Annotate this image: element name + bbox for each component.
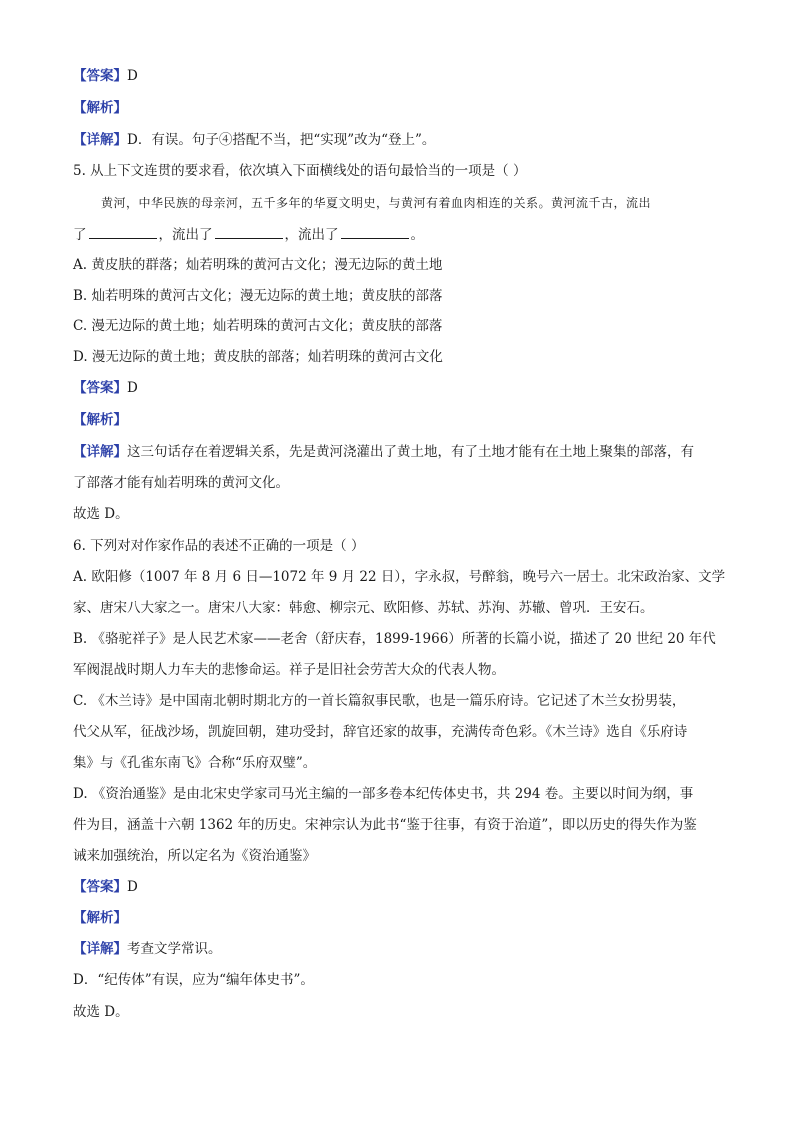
q5-answer-line: [73, 378, 138, 398]
detail-tag: 【详解】: [73, 444, 127, 460]
q6-option-line: 件为目，涵盖十六朝 1362 年的历史。宋神宗认为此书“鉴于往事，有资于治道”，即以历史的得失作为鉴: [73, 817, 697, 833]
detail-text: D．有误。句子④搭配不当，把“实现”改为“登上”。: [127, 132, 436, 148]
q5-option-d: D. 漫无边际的黄土地；黄皮肤的部落；灿若明珠的黄河古文化: [73, 349, 443, 365]
q6-analysis-line: [73, 908, 127, 928]
q6-option-line: A. 欧阳修（1007 年 8 月 6 日—1072 年 9 月 22 日），字永叔，号醉翁，晚号六一居士。北宋政治家、文学: [73, 569, 726, 585]
answer-value: D: [127, 380, 138, 396]
q5-passage-line1: 黄河，中华民族的母亲河，五千多年的华夏文明史，与黄河有着血肉相连的关系。黄河流千古，流出: [101, 196, 652, 210]
answer-tag: 【答案】: [73, 879, 127, 895]
q5-analysis-line: [73, 410, 127, 430]
analysis-tag: 【解析】: [73, 412, 127, 428]
q6-option-line: C. 《木兰诗》是中国南北朝时期北方的一首长篇叙事民歌，也是一篇乐府诗。它记述了木兰女扮男装，: [73, 693, 686, 709]
q6-conclusion: 故选 D。: [73, 1004, 129, 1020]
answer-value: D: [127, 68, 138, 84]
detail-tag: 【详解】: [73, 132, 127, 148]
q5-detail-line2: 了部落才能有灿若明珠的黄河文化。: [73, 475, 289, 491]
q5-detail-line1: [73, 442, 694, 462]
q6-option-line: 代父从军，征战沙场，凯旋回朝，建功受封，辞官还家的故事，充满传奇色彩。《木兰诗》选自《乐府诗: [73, 724, 688, 740]
passage-seg: 了: [73, 227, 87, 243]
answer-tag: 【答案】: [73, 380, 127, 396]
passage-seg: 。: [410, 227, 424, 243]
passage-seg: ，流出了: [284, 227, 339, 243]
answer-value: D: [127, 879, 138, 895]
passage-seg: ，流出了: [158, 227, 213, 243]
q6-option-line: B. 《骆驼祥子》是人民艺术家——老舍（舒庆春，1899-1966）所著的长篇小说，描述了 20 世纪 20 年代: [73, 631, 716, 647]
analysis-tag: 【解析】: [73, 910, 127, 926]
q4-analysis-line: [73, 98, 127, 118]
q5-option-a: A. 黄皮肤的群落；灿若明珠的黄河古文化；漫无边际的黄土地: [73, 257, 443, 273]
q4-detail-line: [73, 130, 435, 150]
analysis-tag: 【解析】: [73, 100, 127, 116]
q6-answer-line: [73, 877, 138, 897]
answer-tag: 【答案】: [73, 68, 127, 84]
q5-stem: 5. 从上下文连贯的要求看，依次填入下面横线处的语句最恰当的一项是（ ）: [73, 163, 527, 179]
q6-option-line: 军阀混战时期人力车夫的悲惨命运。祥子是旧社会劳苦大众的代表人物。: [73, 662, 505, 678]
q6-option-line: 诫来加强统治，所以定名为《资治通鉴》: [73, 848, 316, 864]
fill-blank-1[interactable]: [89, 224, 157, 239]
q5-option-c: C. 漫无边际的黄土地；灿若明珠的黄河古文化；黄皮肤的部落: [73, 318, 443, 334]
detail-text: 这三句话存在着逻辑关系，先是黄河浇灌出了黄土地，有了土地才能有在土地上聚集的部落，有: [127, 444, 694, 460]
q6-option-line: D. 《资治通鉴》是由北宋史学家司马光主编的一部多卷本纪传体史书，共 294 卷。主要以时间为纲，事: [73, 786, 694, 802]
detail-text: 考查文学常识。: [127, 941, 222, 957]
q6-detail-line2: D．“纪传体”有误，应为“编年体史书”。: [73, 972, 314, 988]
fill-blank-2[interactable]: [215, 224, 283, 239]
q5-conclusion: 故选 D。: [73, 506, 129, 522]
q5-option-b: B. 灿若明珠的黄河古文化；漫无边际的黄土地；黄皮肤的部落: [73, 288, 443, 304]
q6-detail-line1: [73, 939, 222, 959]
q6-stem: 6. 下列对对作家作品的表述不正确的一项是（ ）: [73, 538, 365, 554]
detail-tag: 【详解】: [73, 941, 127, 957]
fill-blank-3[interactable]: [341, 224, 409, 239]
q6-option-line: 集》与《孔雀东南飞》合称“乐府双璧”。: [73, 755, 317, 771]
q4-answer-line: [73, 66, 138, 86]
q6-option-line: 家、唐宋八大家之一。唐宋八大家：韩愈、柳宗元、欧阳修、苏轼、苏洵、苏辙、曾巩．王安石。: [73, 600, 654, 616]
q5-passage-line2: [73, 224, 424, 245]
